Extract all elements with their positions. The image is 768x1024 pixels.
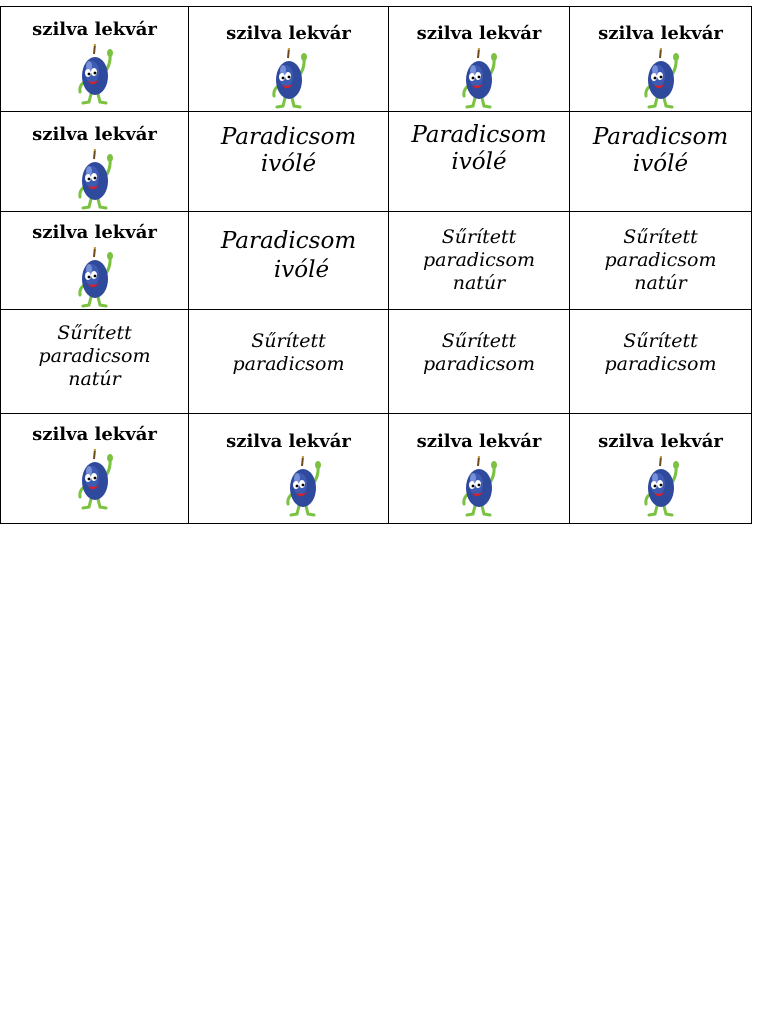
table-row	[1, 112, 752, 212]
tomato-juice-line2: ivólé	[632, 151, 689, 177]
label-cell	[570, 414, 752, 524]
plum-jam-label: szilva lekvár	[32, 19, 157, 40]
table-row	[1, 7, 752, 112]
plum-mascot-icon	[459, 454, 499, 518]
tomato-juice-line1: Paradicsom	[220, 124, 357, 150]
concentrate-line2: paradicsom	[38, 345, 151, 367]
plum-jam-label: szilva lekvár	[32, 124, 157, 145]
label-cell	[189, 112, 389, 212]
label-cell	[189, 310, 389, 414]
plum-mascot-icon	[75, 147, 115, 211]
label-cell	[189, 414, 389, 524]
concentrate-line3: natúr	[452, 272, 506, 294]
plum-mascot-icon	[641, 454, 681, 518]
label-cell	[570, 112, 752, 212]
concentrate-line1: Sűrített	[623, 330, 698, 352]
concentrate-line1: Sűrített	[441, 330, 517, 352]
label-cell	[389, 310, 570, 414]
plum-jam-label: szilva lekvár	[416, 431, 542, 452]
plum-mascot-icon	[641, 46, 681, 110]
label-cell	[1, 310, 189, 414]
plum-mascot-icon	[75, 245, 115, 309]
concentrate-line2: paradicsom	[604, 353, 717, 375]
concentrate-line1: Sűrített	[623, 226, 698, 248]
plum-jam-label: szilva lekvár	[598, 23, 723, 44]
plum-jam-label: szilva lekvár	[226, 23, 351, 44]
concentrate-line2: paradicsom	[604, 249, 717, 271]
tomato-juice-line1: Paradicsom	[592, 124, 729, 150]
label-cell	[389, 414, 570, 524]
label-sheet	[0, 6, 752, 524]
label-cell	[189, 7, 389, 112]
tomato-juice-line2: ivólé	[260, 151, 317, 177]
tomato-juice-line1: Paradicsom	[220, 228, 357, 254]
tomato-juice-line2: ivólé	[451, 149, 507, 175]
plum-jam-label: szilva lekvár	[598, 431, 723, 452]
concentrate-line1: Sűrített	[251, 330, 326, 352]
label-cell	[570, 7, 752, 112]
plum-mascot-icon	[75, 447, 115, 511]
label-cell	[1, 7, 189, 112]
label-cell	[389, 7, 570, 112]
plum-jam-label: szilva lekvár	[32, 222, 157, 243]
concentrate-line2: paradicsom	[232, 353, 345, 375]
label-cell	[570, 212, 752, 310]
concentrate-line1: Sűrített	[441, 226, 517, 248]
label-cell	[1, 414, 189, 524]
label-cell	[1, 212, 189, 310]
label-cell	[389, 212, 570, 310]
plum-mascot-icon	[75, 42, 115, 106]
table-row	[1, 212, 752, 310]
plum-mascot-icon	[459, 46, 499, 110]
table-row	[1, 310, 752, 414]
label-cell	[189, 212, 389, 310]
label-cell	[389, 112, 570, 212]
concentrate-line3: natúr	[68, 368, 121, 390]
table-row	[1, 414, 752, 524]
tomato-juice-line1: Paradicsom	[411, 122, 547, 148]
label-cell	[1, 112, 189, 212]
concentrate-line3: natúr	[634, 272, 687, 294]
plum-jam-label: szilva lekvár	[416, 23, 542, 44]
concentrate-line1: Sűrített	[57, 322, 132, 344]
concentrate-line2: paradicsom	[423, 249, 535, 271]
plum-mascot-icon	[283, 454, 323, 518]
concentrate-line2: paradicsom	[423, 353, 535, 375]
plum-mascot-icon	[269, 46, 309, 110]
plum-jam-label: szilva lekvár	[226, 431, 351, 452]
plum-jam-label: szilva lekvár	[32, 424, 157, 445]
tomato-juice-line2: ivólé	[273, 257, 330, 283]
label-cell	[570, 310, 752, 414]
